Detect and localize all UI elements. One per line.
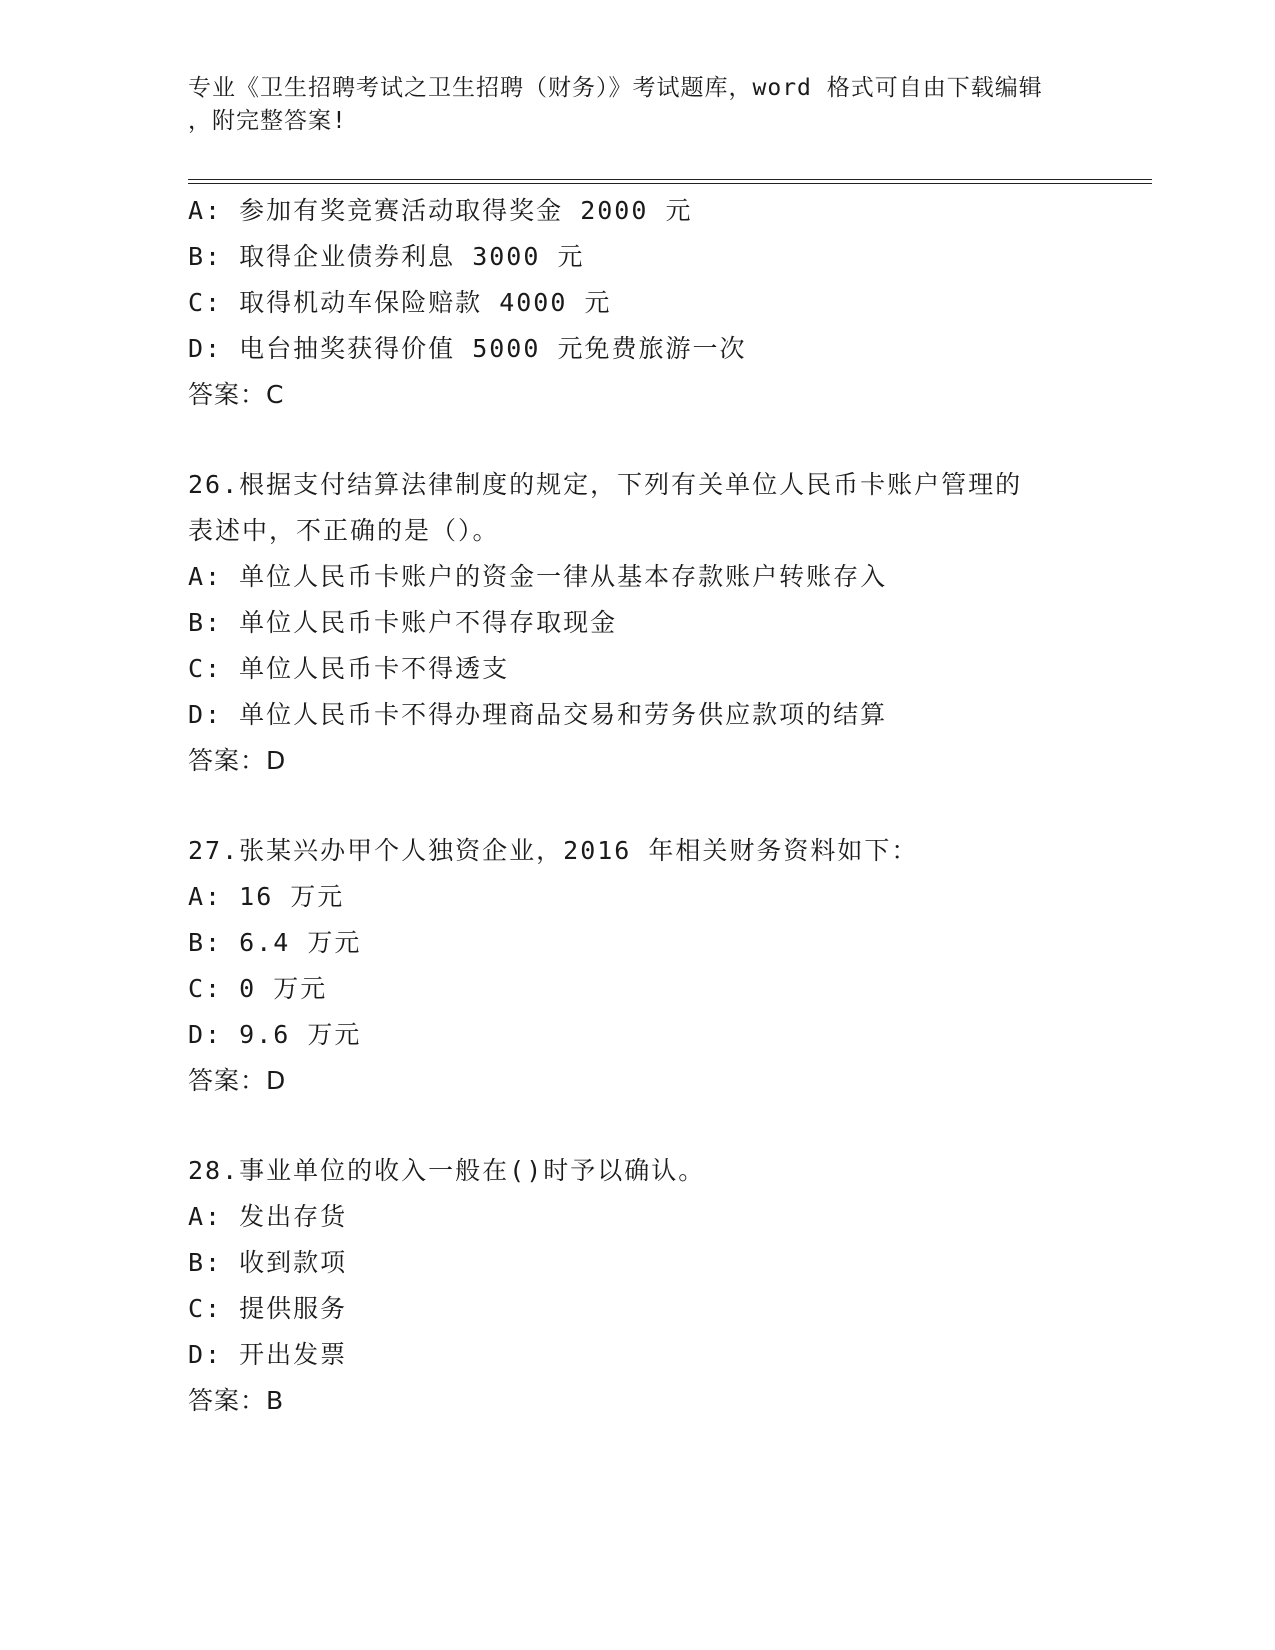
option-b: B: 收到款项 — [188, 1248, 348, 1277]
document-header — [188, 72, 1068, 138]
option-d: D: 9.6 万元 — [188, 1020, 362, 1049]
header-line-2: ，附完整答案! — [188, 108, 347, 134]
question-stem-line: 27.张某兴办甲个人独资企业，2016 年相关财务资料如下： — [188, 836, 919, 865]
option-d: D: 开出发票 — [188, 1340, 348, 1369]
option-a: A: 参加有奖竞赛活动取得奖金 2000 元 — [188, 196, 693, 225]
option-b: B: 取得企业债券利息 3000 元 — [188, 242, 585, 271]
question-28 — [188, 1148, 1088, 1424]
option-d: D: 电台抽奖获得价值 5000 元免费旅游一次 — [188, 334, 747, 363]
answer: 答案：D — [188, 1066, 287, 1095]
question-stem-line: 26.根据支付结算法律制度的规定，下列有关单位人民币卡账户管理的 — [188, 470, 1023, 499]
option-b: B: 6.4 万元 — [188, 928, 362, 957]
option-c: C: 提供服务 — [188, 1294, 348, 1323]
question-stem-line: 表述中，不正确的是（）。 — [188, 516, 500, 545]
header-line-1: 专业《卫生招聘考试之卫生招聘（财务）》考试题库，word 格式可自由下载编辑 — [188, 75, 1043, 101]
option-c: C: 单位人民币卡不得透支 — [188, 654, 510, 683]
option-d: D: 单位人民币卡不得办理商品交易和劳务供应款项的结算 — [188, 700, 888, 729]
option-a: A: 单位人民币卡账户的资金一律从基本存款账户转账存入 — [188, 562, 888, 591]
option-c: C: 取得机动车保险赔款 4000 元 — [188, 288, 612, 317]
question-stem-line: 28.事业单位的收入一般在()时予以确认。 — [188, 1156, 706, 1185]
question-list — [188, 188, 1088, 1424]
question-25-continued — [188, 188, 1088, 418]
answer: 答案：C — [188, 380, 285, 409]
option-a: A: 发出存货 — [188, 1202, 348, 1231]
answer: 答案：D — [188, 746, 287, 775]
option-b: B: 单位人民币卡账户不得存取现金 — [188, 608, 618, 637]
option-c: C: 0 万元 — [188, 974, 328, 1003]
question-27 — [188, 828, 1088, 1104]
question-26 — [188, 462, 1088, 784]
answer: 答案：B — [188, 1386, 285, 1415]
header-divider — [188, 179, 1152, 184]
option-a: A: 16 万元 — [188, 882, 345, 911]
